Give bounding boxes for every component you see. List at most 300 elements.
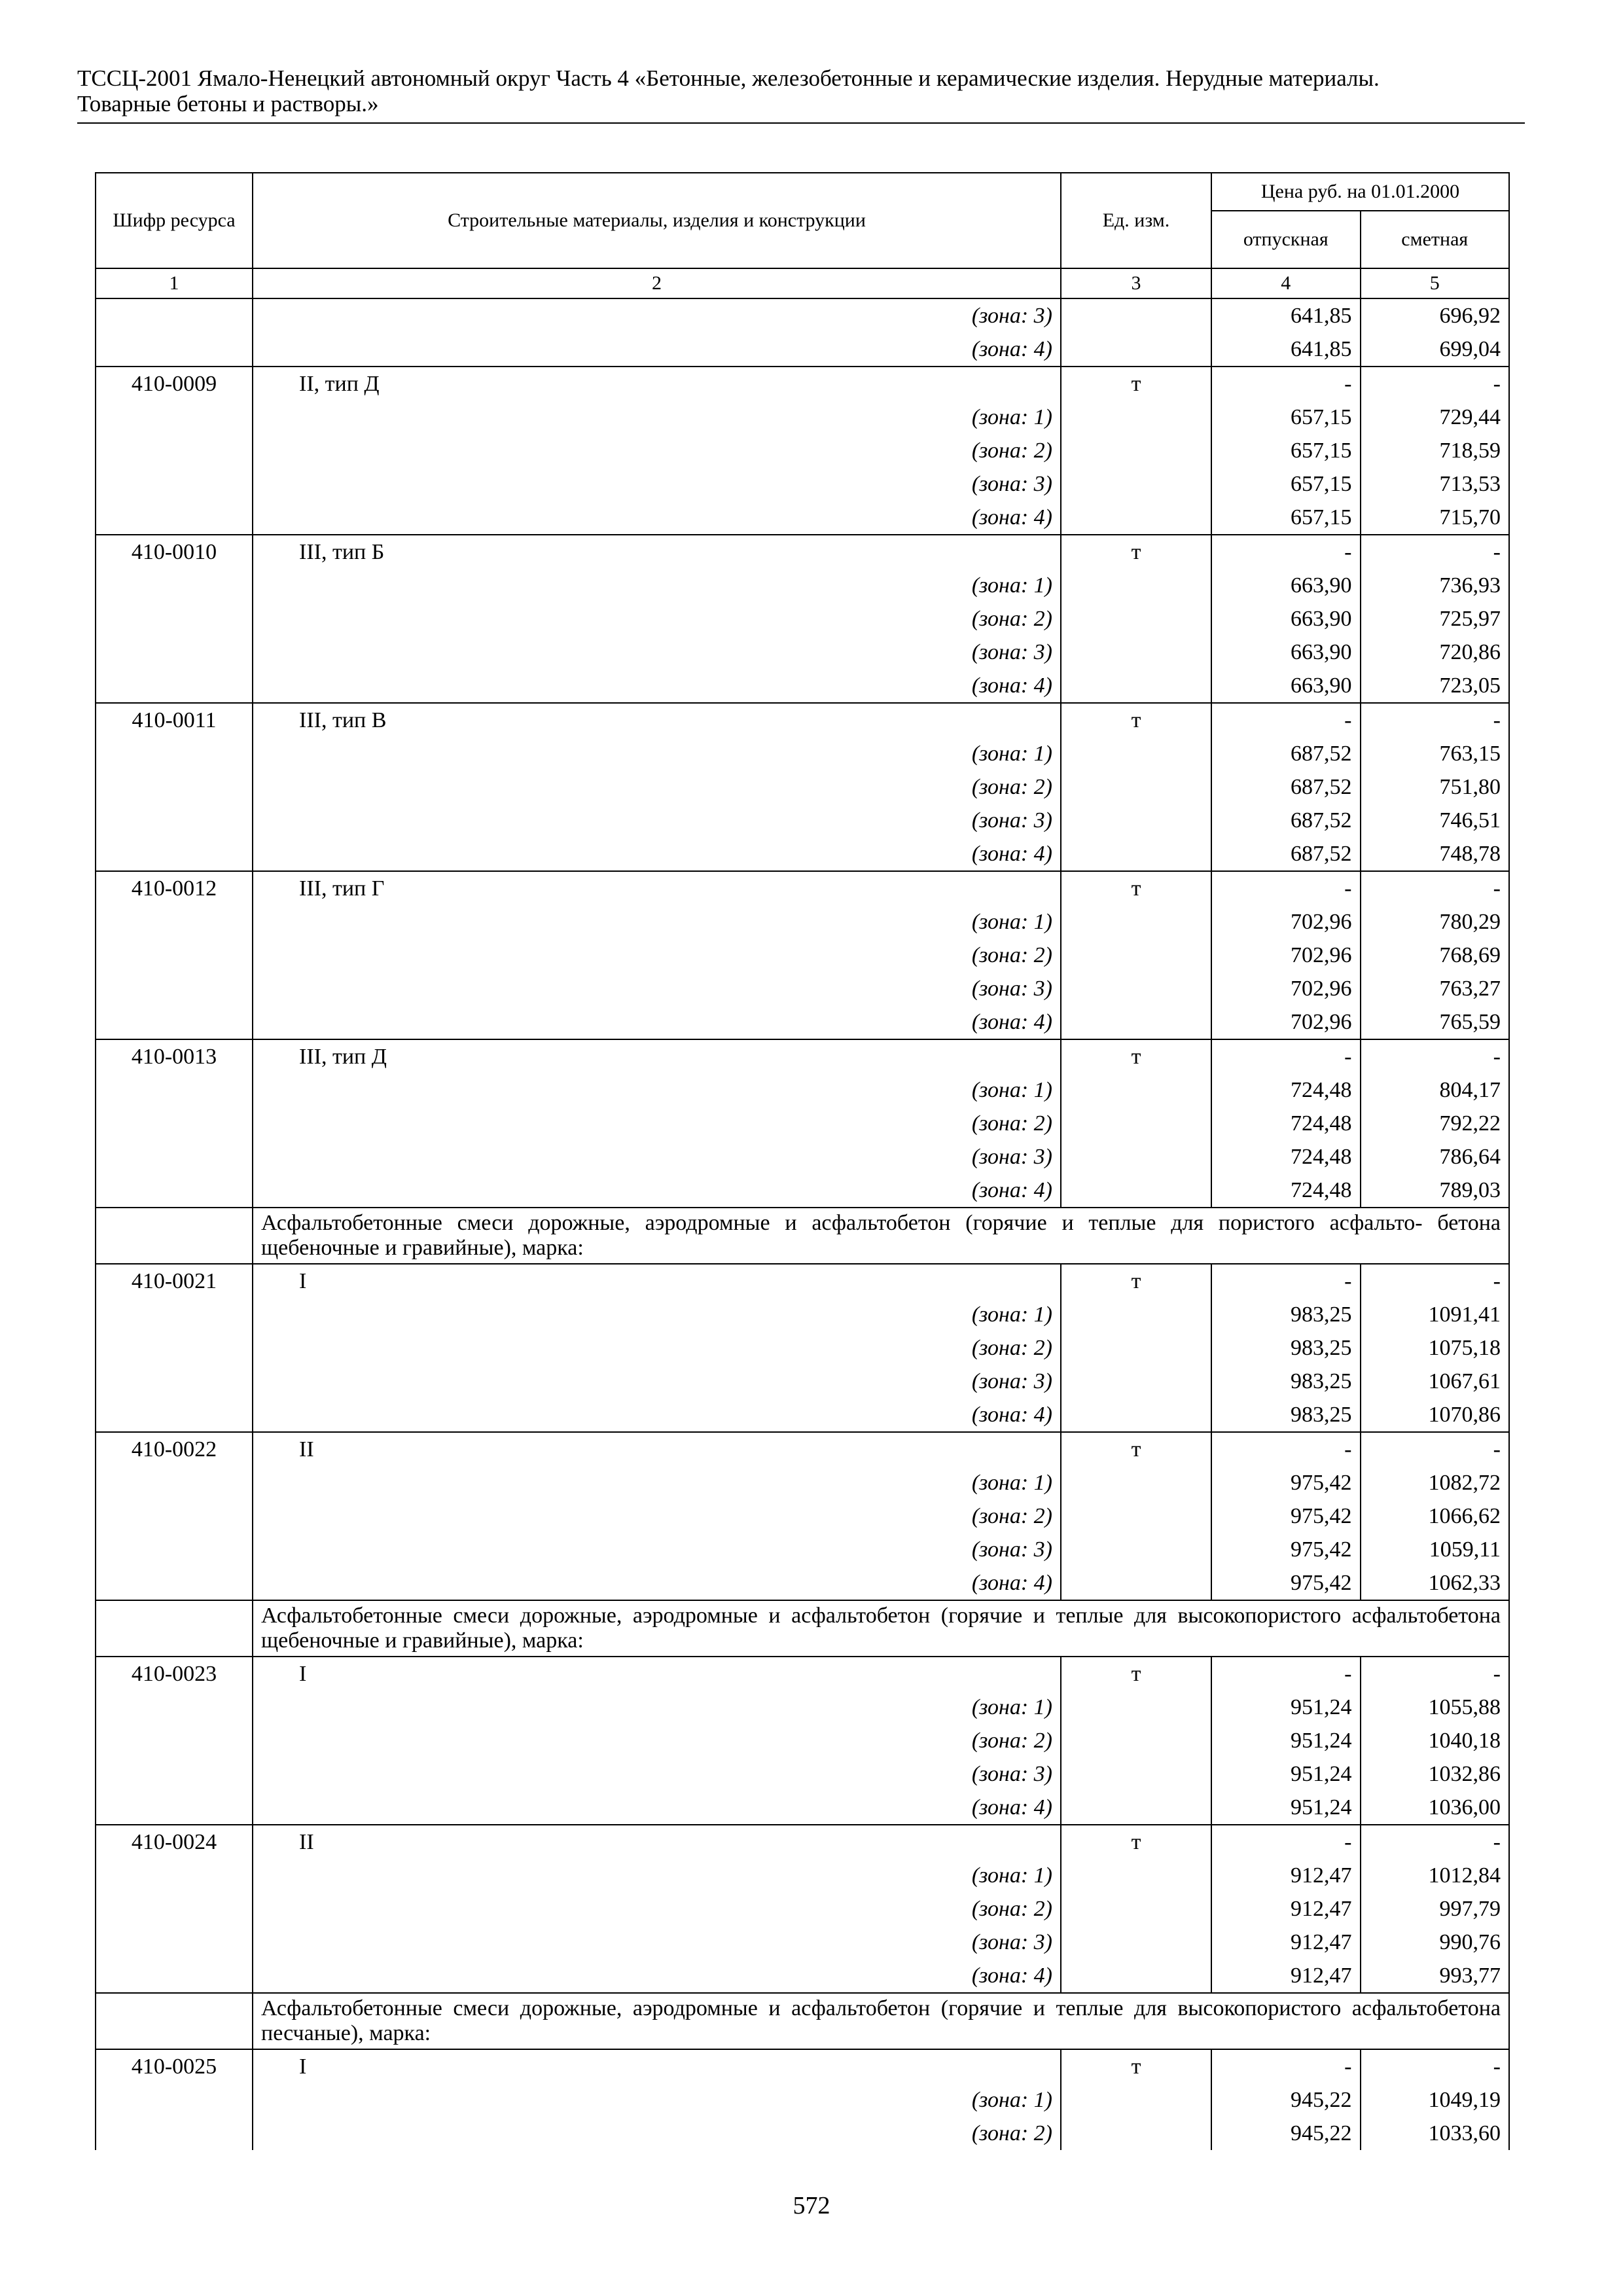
zone-row <box>96 1107 1509 1140</box>
col-header-name: Строительные материалы, изделия и конструкции <box>253 173 1061 268</box>
price-estimate: - <box>1361 871 1510 905</box>
unit-cell <box>1061 770 1211 804</box>
material-name: III, тип Г <box>253 871 1061 905</box>
unit-cell <box>1061 1724 1211 1757</box>
col-num: 1 <box>96 268 253 298</box>
zone-row <box>96 1005 1509 1039</box>
code-cell <box>96 501 253 535</box>
material-name: I <box>253 1264 1061 1298</box>
zone-row <box>96 1757 1509 1791</box>
price-estimate: 768,69 <box>1361 939 1510 972</box>
price-release: 983,25 <box>1211 1298 1361 1331</box>
page-number: 572 <box>793 2192 830 2219</box>
resource-code: 410-0012 <box>96 871 253 905</box>
zone-row <box>96 1892 1509 1926</box>
resource-code: 410-0011 <box>96 703 253 737</box>
code-cell <box>96 602 253 636</box>
code-cell <box>96 1533 253 1566</box>
unit-cell <box>1061 669 1211 703</box>
zone-row <box>96 1398 1509 1432</box>
unit-cell <box>1061 1926 1211 1959</box>
price-estimate: 1032,86 <box>1361 1757 1510 1791</box>
unit-cell <box>1061 804 1211 837</box>
price-release: 951,24 <box>1211 1724 1361 1757</box>
code-cell <box>96 1791 253 1825</box>
zone-label: (зона: 1) <box>253 569 1061 602</box>
code-cell <box>96 1926 253 1959</box>
zone-label: (зона: 3) <box>253 298 1061 332</box>
unit-cell <box>1061 569 1211 602</box>
price-estimate: - <box>1361 1825 1510 1859</box>
code-cell <box>96 1959 253 1993</box>
price-release: - <box>1211 1039 1361 1073</box>
col-header-price-group: Цена руб. на 01.01.2000 <box>1211 173 1509 211</box>
item-row <box>96 871 1509 905</box>
price-estimate: 763,27 <box>1361 972 1510 1005</box>
price-estimate: 763,15 <box>1361 737 1510 770</box>
price-release: 912,47 <box>1211 1892 1361 1926</box>
unit-cell <box>1061 1892 1211 1926</box>
zone-label: (зона: 1) <box>253 1073 1061 1107</box>
code-cell <box>96 1073 253 1107</box>
unit-cell <box>1061 737 1211 770</box>
zone-label: (зона: 4) <box>253 669 1061 703</box>
code-cell <box>96 1499 253 1533</box>
zone-row <box>96 737 1509 770</box>
material-name: III, тип В <box>253 703 1061 737</box>
code-cell <box>96 1398 253 1432</box>
zone-row <box>96 1859 1509 1892</box>
unit-cell <box>1061 1398 1211 1432</box>
unit-cell: т <box>1061 1432 1211 1466</box>
col-header-unit: Ед. изм. <box>1061 173 1211 268</box>
unit-cell: т <box>1061 535 1211 569</box>
unit-cell <box>1061 905 1211 939</box>
item-row <box>96 1039 1509 1073</box>
unit-cell <box>1061 837 1211 871</box>
unit-cell <box>1061 1331 1211 1365</box>
price-estimate: 780,29 <box>1361 905 1510 939</box>
unit-cell <box>1061 1566 1211 1600</box>
material-name: II <box>253 1825 1061 1859</box>
resource-code: 410-0022 <box>96 1432 253 1466</box>
price-estimate: 792,22 <box>1361 1107 1510 1140</box>
zone-label: (зона: 3) <box>253 467 1061 501</box>
item-row <box>96 367 1509 401</box>
zone-row <box>96 804 1509 837</box>
unit-cell <box>1061 1691 1211 1724</box>
code-cell <box>96 804 253 837</box>
col-num: 2 <box>253 268 1061 298</box>
price-estimate: - <box>1361 2049 1510 2083</box>
zone-label: (зона: 3) <box>253 1757 1061 1791</box>
material-name: I <box>253 2049 1061 2083</box>
price-release: 657,15 <box>1211 501 1361 535</box>
code-cell <box>96 1331 253 1365</box>
zone-label: (зона: 2) <box>253 602 1061 636</box>
price-release: 983,25 <box>1211 1331 1361 1365</box>
code-cell <box>96 1466 253 1499</box>
zone-label: (зона: 3) <box>253 972 1061 1005</box>
unit-cell: т <box>1061 871 1211 905</box>
zone-row <box>96 1298 1509 1331</box>
zone-label: (зона: 3) <box>253 1926 1061 1959</box>
zone-label: (зона: 1) <box>253 737 1061 770</box>
col-num: 4 <box>1211 268 1361 298</box>
code-cell <box>96 1724 253 1757</box>
col-num: 3 <box>1061 268 1211 298</box>
price-estimate: 1070,86 <box>1361 1398 1510 1432</box>
unit-cell <box>1061 972 1211 1005</box>
zone-label: (зона: 2) <box>253 434 1061 467</box>
code-cell <box>96 1365 253 1398</box>
zone-label: (зона: 2) <box>253 1331 1061 1365</box>
price-estimate: 1012,84 <box>1361 1859 1510 1892</box>
code-cell <box>96 1757 253 1791</box>
col-header-price-estimate: сметная <box>1361 211 1510 268</box>
code-cell <box>96 1005 253 1039</box>
price-estimate: 715,70 <box>1361 501 1510 535</box>
price-release: 983,25 <box>1211 1365 1361 1398</box>
price-release: 663,90 <box>1211 602 1361 636</box>
code-cell <box>96 1140 253 1174</box>
zone-label: (зона: 3) <box>253 804 1061 837</box>
unit-cell <box>1061 1365 1211 1398</box>
price-estimate: 1059,11 <box>1361 1533 1510 1566</box>
zone-label: (зона: 2) <box>253 770 1061 804</box>
zone-row <box>96 1174 1509 1208</box>
price-release: 702,96 <box>1211 905 1361 939</box>
price-estimate: 1075,18 <box>1361 1331 1510 1365</box>
unit-cell: т <box>1061 367 1211 401</box>
item-row <box>96 703 1509 737</box>
price-release: 724,48 <box>1211 1140 1361 1174</box>
resource-code: 410-0024 <box>96 1825 253 1859</box>
code-cell <box>96 770 253 804</box>
zone-row <box>96 2117 1509 2150</box>
zone-row <box>96 1926 1509 1959</box>
price-release: 641,85 <box>1211 332 1361 367</box>
price-release: 687,52 <box>1211 737 1361 770</box>
price-estimate: 1033,60 <box>1361 2117 1510 2150</box>
material-name: I <box>253 1657 1061 1691</box>
unit-cell <box>1061 1298 1211 1331</box>
code-cell <box>96 1566 253 1600</box>
price-release: 687,52 <box>1211 804 1361 837</box>
price-release: 657,15 <box>1211 401 1361 434</box>
code-cell <box>96 1107 253 1140</box>
unit-cell <box>1061 939 1211 972</box>
price-estimate: 1091,41 <box>1361 1298 1510 1331</box>
zone-label: (зона: 1) <box>253 1298 1061 1331</box>
group-heading-text: Асфальтобетонные смеси дорожные, аэродромные и асфальтобетон (горячие и теплые для пористого асфальто- бетона щебеночные и гравийные), марка: <box>253 1208 1509 1264</box>
price-estimate: 729,44 <box>1361 401 1510 434</box>
price-release: 724,48 <box>1211 1107 1361 1140</box>
resource-code: 410-0021 <box>96 1264 253 1298</box>
resource-code: 410-0025 <box>96 2049 253 2083</box>
price-release: - <box>1211 535 1361 569</box>
price-release: 975,42 <box>1211 1566 1361 1600</box>
header-rule <box>77 122 1525 124</box>
item-row <box>96 1264 1509 1298</box>
unit-cell <box>1061 602 1211 636</box>
zone-label: (зона: 4) <box>253 1959 1061 1993</box>
price-estimate: - <box>1361 1657 1510 1691</box>
unit-cell <box>1061 1073 1211 1107</box>
code-cell <box>96 1208 253 1264</box>
zone-row <box>96 1140 1509 1174</box>
price-release: - <box>1211 871 1361 905</box>
group-heading-text: Асфальтобетонные смеси дорожные, аэродромные и асфальтобетон (горячие и теплые для высокопористого асфальтобетона песчаные), марка: <box>253 1993 1509 2049</box>
zone-label: (зона: 2) <box>253 1724 1061 1757</box>
price-estimate: 696,92 <box>1361 298 1510 332</box>
price-estimate: 720,86 <box>1361 636 1510 669</box>
code-cell <box>96 401 253 434</box>
price-release: 663,90 <box>1211 636 1361 669</box>
zone-label: (зона: 1) <box>253 1466 1061 1499</box>
item-row <box>96 1825 1509 1859</box>
price-estimate: 1082,72 <box>1361 1466 1510 1499</box>
price-estimate: 1062,33 <box>1361 1566 1510 1600</box>
resource-code: 410-0010 <box>96 535 253 569</box>
page-header <box>77 65 1524 117</box>
zone-row <box>96 1533 1509 1566</box>
price-release: - <box>1211 1264 1361 1298</box>
resource-code: 410-0009 <box>96 367 253 401</box>
price-release: 657,15 <box>1211 434 1361 467</box>
unit-cell <box>1061 1174 1211 1208</box>
price-estimate: 746,51 <box>1361 804 1510 837</box>
header-line-1: ТССЦ-2001 Ямало-Ненецкий автономный округ Часть 4 «Бетонные, железобетонные и керамические изделия. Нерудные материалы. <box>77 65 1380 91</box>
material-name: II <box>253 1432 1061 1466</box>
zone-row <box>96 501 1509 535</box>
price-release: - <box>1211 1432 1361 1466</box>
zone-row <box>96 332 1509 367</box>
price-estimate: - <box>1361 703 1510 737</box>
item-row <box>96 2049 1509 2083</box>
zone-row <box>96 669 1509 703</box>
price-estimate: 1067,61 <box>1361 1365 1510 1398</box>
price-estimate: 713,53 <box>1361 467 1510 501</box>
price-estimate: 718,59 <box>1361 434 1510 467</box>
unit-cell: т <box>1061 1039 1211 1073</box>
price-release: 951,24 <box>1211 1757 1361 1791</box>
price-table <box>95 172 1510 2150</box>
price-estimate: 997,79 <box>1361 1892 1510 1926</box>
zone-label: (зона: 3) <box>253 1140 1061 1174</box>
price-release: 975,42 <box>1211 1466 1361 1499</box>
code-cell <box>96 569 253 602</box>
col-num: 5 <box>1361 268 1510 298</box>
column-numbers-row <box>96 268 1509 298</box>
unit-cell <box>1061 434 1211 467</box>
code-cell <box>96 972 253 1005</box>
zone-row <box>96 602 1509 636</box>
col-header-code: Шифр ресурса <box>96 173 253 268</box>
price-estimate: 804,17 <box>1361 1073 1510 1107</box>
price-release: 912,47 <box>1211 1926 1361 1959</box>
code-cell <box>96 2117 253 2150</box>
price-estimate: 786,64 <box>1361 1140 1510 1174</box>
zone-row <box>96 1365 1509 1398</box>
price-release: 912,47 <box>1211 1959 1361 1993</box>
unit-cell: т <box>1061 1264 1211 1298</box>
unit-cell <box>1061 298 1211 332</box>
unit-cell <box>1061 1466 1211 1499</box>
zone-label: (зона: 4) <box>253 1791 1061 1825</box>
material-name: II, тип Д <box>253 367 1061 401</box>
code-cell <box>96 837 253 871</box>
price-release: 951,24 <box>1211 1691 1361 1724</box>
code-cell <box>96 669 253 703</box>
zone-label: (зона: 2) <box>253 1499 1061 1533</box>
code-cell <box>96 1892 253 1926</box>
price-release: 724,48 <box>1211 1073 1361 1107</box>
code-cell <box>96 1993 253 2049</box>
zone-label: (зона: 4) <box>253 837 1061 871</box>
zone-row <box>96 467 1509 501</box>
zone-label: (зона: 1) <box>253 401 1061 434</box>
price-release: 912,47 <box>1211 1859 1361 1892</box>
unit-cell: т <box>1061 703 1211 737</box>
group-heading-row <box>96 1993 1509 2049</box>
zone-label: (зона: 3) <box>253 1533 1061 1566</box>
code-cell <box>96 636 253 669</box>
price-release: 702,96 <box>1211 1005 1361 1039</box>
price-release: - <box>1211 367 1361 401</box>
price-estimate: 748,78 <box>1361 837 1510 871</box>
zone-label: (зона: 2) <box>253 2117 1061 2150</box>
price-release: 641,85 <box>1211 298 1361 332</box>
code-cell <box>96 1859 253 1892</box>
material-name: III, тип Д <box>253 1039 1061 1073</box>
unit-cell <box>1061 332 1211 367</box>
unit-cell <box>1061 1005 1211 1039</box>
price-estimate: - <box>1361 367 1510 401</box>
zone-label: (зона: 2) <box>253 939 1061 972</box>
group-heading-text: Асфальтобетонные смеси дорожные, аэродромные и асфальтобетон (горячие и теплые для высокопористого асфальтобетона щебеночные и гравийные), марка: <box>253 1600 1509 1657</box>
zone-row <box>96 1724 1509 1757</box>
price-release: 687,52 <box>1211 770 1361 804</box>
zone-label: (зона: 4) <box>253 501 1061 535</box>
header-line-2: Товарные бетоны и растворы.» <box>77 91 379 117</box>
price-estimate: - <box>1361 1432 1510 1466</box>
price-estimate: - <box>1361 1039 1510 1073</box>
zone-row <box>96 401 1509 434</box>
code-cell <box>96 1298 253 1331</box>
code-cell <box>96 1174 253 1208</box>
zone-row <box>96 1073 1509 1107</box>
price-estimate: 990,76 <box>1361 1926 1510 1959</box>
price-release: - <box>1211 703 1361 737</box>
zone-row <box>96 569 1509 602</box>
unit-cell <box>1061 1859 1211 1892</box>
price-estimate: 1066,62 <box>1361 1499 1510 1533</box>
zone-row <box>96 1959 1509 1993</box>
item-row <box>96 535 1509 569</box>
price-estimate: 1049,19 <box>1361 2083 1510 2117</box>
zone-row <box>96 636 1509 669</box>
unit-cell: т <box>1061 2049 1211 2083</box>
zone-row <box>96 1499 1509 1533</box>
zone-row <box>96 1466 1509 1499</box>
price-release: - <box>1211 1657 1361 1691</box>
price-release: 702,96 <box>1211 972 1361 1005</box>
code-cell <box>96 737 253 770</box>
zone-row <box>96 1566 1509 1600</box>
table-body <box>96 298 1509 2150</box>
zone-row <box>96 905 1509 939</box>
item-row <box>96 1657 1509 1691</box>
price-release: 663,90 <box>1211 569 1361 602</box>
group-heading-row <box>96 1208 1509 1264</box>
code-cell <box>96 467 253 501</box>
zone-label: (зона: 1) <box>253 1859 1061 1892</box>
zone-label: (зона: 1) <box>253 905 1061 939</box>
resource-code: 410-0023 <box>96 1657 253 1691</box>
unit-cell <box>1061 1959 1211 1993</box>
zone-row <box>96 837 1509 871</box>
unit-cell <box>1061 1107 1211 1140</box>
resource-code: 410-0013 <box>96 1039 253 1073</box>
unit-cell <box>1061 636 1211 669</box>
zone-label: (зона: 4) <box>253 332 1061 367</box>
unit-cell <box>1061 1757 1211 1791</box>
code-cell <box>96 1600 253 1657</box>
price-release: 945,22 <box>1211 2083 1361 2117</box>
item-row <box>96 1432 1509 1466</box>
price-release: 975,42 <box>1211 1533 1361 1566</box>
price-estimate: 1055,88 <box>1361 1691 1510 1724</box>
price-estimate: 765,59 <box>1361 1005 1510 1039</box>
price-release: 687,52 <box>1211 837 1361 871</box>
price-release: - <box>1211 1825 1361 1859</box>
zone-label: (зона: 2) <box>253 1892 1061 1926</box>
zone-label: (зона: 1) <box>253 1691 1061 1724</box>
unit-cell <box>1061 1140 1211 1174</box>
zone-row <box>96 434 1509 467</box>
price-estimate: 725,97 <box>1361 602 1510 636</box>
unit-cell: т <box>1061 1657 1211 1691</box>
price-release: 724,48 <box>1211 1174 1361 1208</box>
unit-cell <box>1061 1499 1211 1533</box>
zone-label: (зона: 1) <box>253 2083 1061 2117</box>
col-header-price-release: отпускная <box>1211 211 1361 268</box>
price-release: 951,24 <box>1211 1791 1361 1825</box>
zone-label: (зона: 4) <box>253 1398 1061 1432</box>
zone-label: (зона: 3) <box>253 636 1061 669</box>
unit-cell <box>1061 1791 1211 1825</box>
code-cell <box>96 939 253 972</box>
zone-row <box>96 298 1509 332</box>
price-estimate: 736,93 <box>1361 569 1510 602</box>
unit-cell <box>1061 2117 1211 2150</box>
price-estimate: 699,04 <box>1361 332 1510 367</box>
zone-label: (зона: 2) <box>253 1107 1061 1140</box>
price-estimate: 723,05 <box>1361 669 1510 703</box>
group-heading-row <box>96 1600 1509 1657</box>
code-cell <box>96 2083 253 2117</box>
code-cell <box>96 332 253 367</box>
price-release: 945,22 <box>1211 2117 1361 2150</box>
price-release: 983,25 <box>1211 1398 1361 1432</box>
price-estimate: 1036,00 <box>1361 1791 1510 1825</box>
price-estimate: 1040,18 <box>1361 1724 1510 1757</box>
zone-row <box>96 972 1509 1005</box>
unit-cell <box>1061 467 1211 501</box>
zone-label: (зона: 3) <box>253 1365 1061 1398</box>
price-estimate: 789,03 <box>1361 1174 1510 1208</box>
